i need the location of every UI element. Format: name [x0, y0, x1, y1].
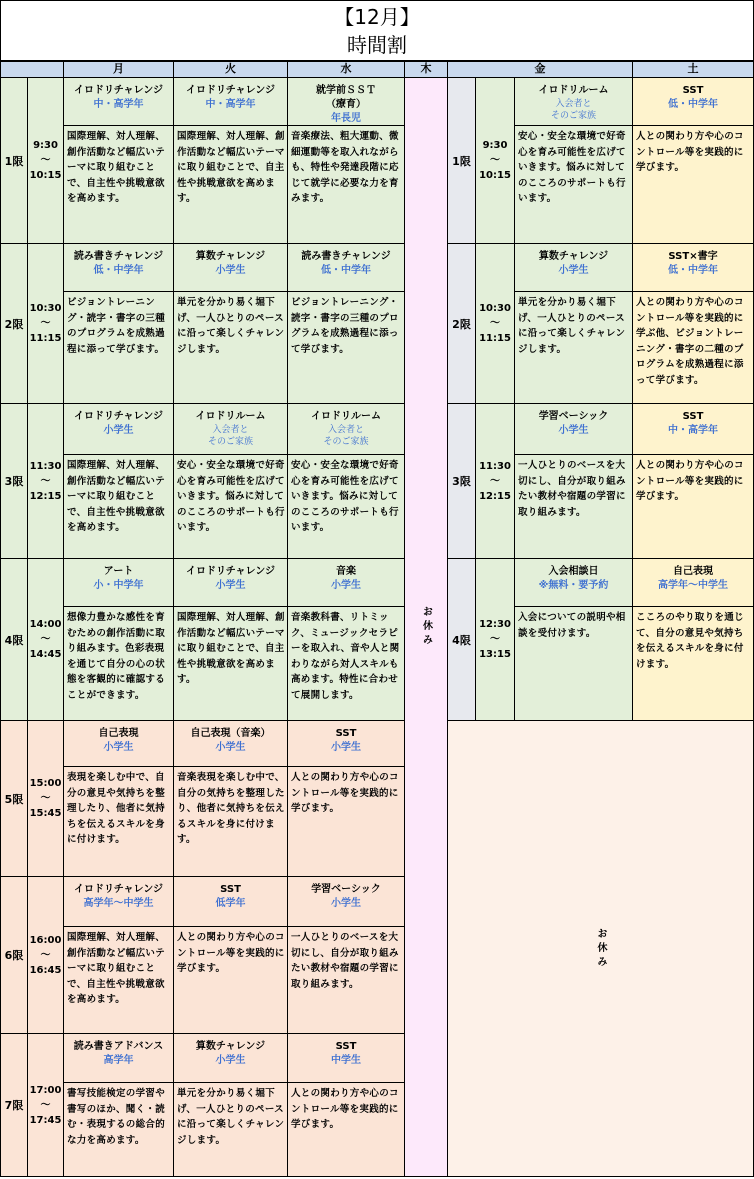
p7-wed-header: [287, 1033, 405, 1083]
thursday-closed-text: お休み: [420, 606, 432, 648]
class-grade: 高学年～中学生: [658, 580, 728, 591]
p6-tue-header: [173, 876, 288, 927]
p3-sat-desc: 人との関わり方や心のコントロール等を実践的に学びます。: [632, 454, 754, 559]
class-name: 読み書きチャレンジ: [301, 251, 391, 262]
day-label-thu: 木: [420, 62, 432, 75]
class-name: イロドリチャレンジ: [186, 566, 275, 577]
period-label-text: 3限: [452, 475, 471, 488]
class-grade: 中・高学年: [205, 99, 256, 110]
p7-tue-header: [173, 1033, 288, 1083]
time-separator: ～: [40, 1099, 51, 1111]
period-time-4: [27, 558, 64, 721]
class-name: 自己表現（音楽）: [190, 728, 271, 739]
time-separator: ～: [40, 475, 51, 487]
class-name: 算数チャレンジ: [538, 251, 609, 262]
p5-wed-desc: 人との関わり方や心のコントロール等を実践的に学びます。: [287, 766, 405, 877]
class-grade: 低・中学年: [321, 265, 371, 276]
time-separator: ～: [40, 155, 51, 166]
p1-fri-header: [514, 77, 633, 126]
time-start: 10:30: [479, 303, 511, 314]
time-end: 14:45: [29, 649, 62, 660]
period-label-text: 3限: [4, 475, 24, 488]
header-wed: [287, 61, 405, 78]
fri-sat-closed: [447, 720, 754, 1177]
class-grade: 入会者と: [327, 425, 364, 435]
period-time-3: [27, 403, 64, 559]
month-title: 【12月】: [334, 5, 420, 29]
period-label-text: 4限: [4, 633, 24, 647]
p2-fri-header: [514, 243, 633, 292]
day-label-wed: 水: [340, 62, 352, 75]
time-start: 12:30: [479, 619, 511, 630]
class-name: イロドリチャレンジ: [186, 85, 275, 96]
period-label-text: 5限: [4, 792, 24, 806]
class-name: 自己表現: [673, 566, 713, 577]
p4-fri-header: [514, 558, 633, 607]
p3-wed-desc: 安心・安全な環境で好奇心を育み可能性を広げていきます。悩みに対してのこころのサポートも行います。: [287, 454, 405, 559]
day-label-mon: 月: [113, 62, 124, 75]
class-grade: 小学生: [558, 425, 589, 436]
time-separator: ～: [490, 475, 500, 487]
header-mon: [63, 61, 174, 78]
fri-sat-closed-text: お休み: [595, 927, 606, 970]
time-start: 15:00: [29, 778, 62, 789]
p3-sat-header: [632, 403, 754, 455]
time-start: 9:30: [482, 140, 508, 151]
class-grade: 小学生: [215, 580, 246, 591]
p6-tue-desc: 人との関わり方や心のコントロール等を実践的に学びます。: [173, 926, 288, 1034]
time-end: 11:15: [29, 333, 62, 344]
p7-mon-desc: 書写技能検定の学習や書写のほか、聞く・読む・表現するの総合的な力を高めます。: [63, 1082, 174, 1177]
p6-mon-desc: 国際理解、対人理解、創作活動など幅広いテーマに取り組むことで、自主性や挑戦意欲を高めます。: [63, 926, 174, 1034]
period-label-text: 1限: [452, 154, 471, 168]
p2-mon-header: [63, 243, 174, 292]
class-grade: 小学生: [331, 580, 361, 591]
class-grade: 入会者と: [212, 425, 249, 435]
fri-period-label-3: [447, 403, 476, 559]
class-name: 読み書きアドバンス: [73, 1041, 164, 1052]
p1-fri-desc: 安心・安全な環境で好奇心を育み可能性を広げていきます。悩みに対してのこころのサポートも行います。: [514, 125, 633, 244]
p3-mon-header: [63, 403, 174, 455]
time-separator: ～: [40, 634, 51, 645]
class-grade: 小学生: [331, 742, 361, 753]
p4-mon-desc: 想像力豊かな感性を育むための創作活動に取り組みます。色彩表現を通じて自分の心の状態を客観的に確認することができます。: [63, 606, 174, 721]
p2-wed-header: [287, 243, 405, 292]
period-label-5: [0, 720, 28, 877]
p5-wed-header: [287, 720, 405, 767]
class-name: イロドリチャレンジ: [74, 884, 163, 895]
period-label-text: 4限: [452, 633, 471, 647]
p5-tue-header: [173, 720, 288, 767]
p5-tue-desc: 音楽表現を楽しむ中で、自分の気持ちを整理したり、他者に気持ちを伝えるスキルを身に付けます。: [173, 766, 288, 877]
class-name: 学習ベーシック: [311, 884, 381, 895]
p2-tue-desc: 単元を分かり易く堀下げ、一人ひとりのペースに沿って楽しくチャレンジします。: [173, 291, 288, 404]
p2-tue-header: [173, 243, 288, 292]
period-time-2: [27, 243, 64, 404]
p4-wed-header: [287, 558, 405, 607]
time-separator: ～: [40, 318, 51, 329]
class-name: イロドリルーム: [311, 411, 381, 422]
title-box: [0, 0, 754, 61]
p6-wed-header: [287, 876, 405, 927]
time-end: 13:15: [479, 649, 511, 660]
p1-tue-desc: 国際理解、対人理解、創作活動など幅広いテーマに取り組むことで、自主性や挑戦意欲を高めます。: [173, 125, 288, 244]
p3-tue-desc: 安心・安全な環境で好奇心を育み可能性を広げていきます。悩みに対してのこころのサポートも行います。: [173, 454, 288, 559]
class-grade: 中・高学年: [93, 99, 144, 110]
fri-period-time-4: [475, 558, 515, 721]
class-grade: 中・高学年: [668, 425, 718, 436]
class-grade: 低・中学年: [668, 265, 718, 276]
class-grade: 低・中学年: [668, 99, 718, 110]
time-end: 11:15: [479, 333, 511, 344]
p2-sat-desc: 人との関わり方や心のコントロール等を実践的に学ぶ他、ビジョントレーニング・書字の二種のプログラムを成熟過程に添って学びます。: [632, 291, 754, 404]
period-label-text: 1限: [4, 154, 24, 168]
class-name: 就学前ＳＳＴ: [316, 85, 376, 96]
class-name: 音楽: [336, 566, 356, 577]
page-title: 時間割: [347, 33, 407, 57]
class-grade: 小・中学年: [93, 580, 144, 591]
class-name: 算数チャレンジ: [195, 251, 266, 262]
p5-mon-header: [63, 720, 174, 767]
time-separator: ～: [40, 793, 51, 804]
class-grade: 低学年: [215, 898, 246, 909]
period-label-2: [0, 243, 28, 404]
class-name: 算数チャレンジ: [195, 1041, 266, 1052]
header-sat: [632, 61, 754, 78]
class-name: イロドリルーム: [538, 85, 609, 96]
p7-tue-desc: 単元を分かり易く堀下げ、一人ひとりのペースに沿って楽しくチャレンジします。: [173, 1082, 288, 1177]
class-name: SST×書字: [668, 251, 718, 262]
time-end: 16:45: [29, 964, 62, 976]
header-fri: [447, 61, 633, 78]
time-start: 16:00: [29, 934, 62, 946]
p4-fri-desc: 入会についての説明や相談を受付けます。: [514, 606, 633, 721]
class-name: 読み書きチャレンジ: [73, 251, 164, 262]
class-name: イロドリルーム: [195, 411, 266, 422]
p2-sat-header: [632, 243, 754, 292]
p1-sat-desc: 人との関わり方や心のコントロール等を実践的に学びます。: [632, 125, 754, 244]
fri-period-label-4: [447, 558, 476, 721]
p2-wed-desc: ビジョントレーニング・読字・書字の三種のプログラムを成熟過程に添って学びます。: [287, 291, 405, 404]
class-name: SST: [682, 85, 704, 96]
class-subtitle: （療育）: [326, 99, 366, 110]
p6-wed-desc: 一人ひとりのベースを大切にし、自分が取り組みたい教材や宿題の学習に取り組みます。: [287, 926, 405, 1034]
p4-mon-header: [63, 558, 174, 607]
header-tue: [173, 61, 288, 78]
class-name: SST: [220, 884, 241, 895]
header-blank: [0, 61, 64, 78]
period-label-text: 2限: [4, 317, 24, 331]
day-label-fri: 金: [534, 62, 546, 75]
time-separator: ～: [490, 155, 500, 166]
period-time-7: [27, 1033, 64, 1177]
class-name: 入会相談日: [548, 566, 599, 577]
class-name: イロドリチャレンジ: [74, 85, 163, 96]
class-grade: 高学年～中学生: [83, 898, 154, 909]
class-grade: 小学生: [103, 425, 134, 436]
class-name: SST: [335, 1041, 357, 1052]
period-label-text: 6限: [4, 949, 24, 962]
fri-period-time-1: [475, 77, 515, 244]
period-label-4: [0, 558, 28, 721]
p6-mon-header: [63, 876, 174, 927]
time-separator: ～: [490, 318, 500, 329]
time-end: 10:15: [29, 170, 62, 181]
p3-tue-header: [173, 403, 288, 455]
time-end: 12:15: [479, 490, 511, 502]
class-grade: 小学生: [215, 742, 246, 753]
p3-wed-header: [287, 403, 405, 455]
day-label-tue: 火: [225, 62, 236, 75]
class-grade: 小学生: [331, 898, 361, 909]
period-time-1: [27, 77, 64, 244]
p1-wed-header: [287, 77, 405, 126]
class-grade: 小学生: [215, 265, 246, 276]
fri-period-label-1: [447, 77, 476, 244]
p1-mon-header: [63, 77, 174, 126]
fri-period-label-2: [447, 243, 476, 404]
time-separator: ～: [40, 949, 51, 961]
p1-mon-desc: 国際理解、対人理解、創作活動など幅広いテーマに取り組むことで、自主性や挑戦意欲を高めます。: [63, 125, 174, 244]
p5-mon-desc: 表現を楽しむ中で、自分の意見や気持ちを整理したり、他者に気持ちを伝えるスキルを身に付けます。: [63, 766, 174, 877]
class-name: SST: [335, 728, 357, 739]
p3-fri-header: [514, 403, 633, 455]
period-label-text: 7限: [4, 1099, 24, 1112]
period-time-6: [27, 876, 64, 1034]
p4-tue-header: [173, 558, 288, 607]
p7-wed-desc: 人との関わり方や心のコントロール等を実践的に学びます。: [287, 1082, 405, 1177]
class-grade: 入会者と: [555, 99, 592, 109]
class-name: 自己表現: [98, 728, 139, 739]
p1-tue-header: [173, 77, 288, 126]
class-grade: 小学生: [103, 742, 134, 753]
p2-fri-desc: 単元を分かり易く堀下げ、一人ひとりのペースに沿って楽しくチャレンジします。: [514, 291, 633, 404]
period-label-7: [0, 1033, 28, 1177]
header-thu: [404, 61, 448, 78]
class-grade: 小学生: [215, 1055, 246, 1066]
p1-wed-desc: 音楽療法、粗大運動、微細運動等を取入れながらも、特性や発達段階に応じて就学に必要な力を育みます。: [287, 125, 405, 244]
class-grade: 小学生: [558, 265, 589, 276]
time-start: 9:30: [33, 140, 58, 151]
fri-period-time-2: [475, 243, 515, 404]
p3-fri-desc: 一人ひとりのベースを大切にし、自分が取り組みたい教材や宿題の学習に取り組みます。: [514, 454, 633, 559]
time-start: 14:00: [29, 619, 62, 630]
p3-mon-desc: 国際理解、対人理解、創作活動など幅広いテーマに取り組むことで、自主性や挑戦意欲を高めます。: [63, 454, 174, 559]
time-separator: ～: [490, 634, 500, 645]
p2-mon-desc: ビジョントレーニング・読字・書字の三種のプログラムを成熟過程に添って学びます。: [63, 291, 174, 404]
class-grade: 高学年: [103, 1055, 134, 1066]
p4-tue-desc: 国際理解、対人理解、創作活動など幅広いテーマに取り組むことで、自主性や挑戦意欲を高めます。: [173, 606, 288, 721]
p4-sat-desc: こころのやり取りを通じて、自分の意見や気持ちを伝えるスキルを身に付けます。: [632, 606, 754, 721]
class-name: 学習ベーシック: [538, 411, 609, 422]
class-name: SST: [682, 411, 704, 422]
thursday-closed: [404, 77, 448, 1177]
time-end: 10:15: [479, 170, 511, 181]
p4-wed-desc: 音楽教科書、リトミック、ミュージックセラピーを取入れ、音や人と関わりながら対人スキルも高めます。特性に合わせて展開します。: [287, 606, 405, 721]
fri-period-time-3: [475, 403, 515, 559]
time-start: 17:00: [29, 1084, 62, 1096]
time-start: 11:30: [479, 460, 511, 472]
class-name: アート: [103, 566, 134, 577]
period-label-text: 2限: [452, 317, 471, 331]
class-grade-2: そのご家族: [550, 111, 596, 121]
time-end: 12:15: [29, 490, 62, 502]
class-grade: 低・中学年: [93, 265, 144, 276]
time-end: 15:45: [29, 808, 62, 819]
class-grade-2: そのご家族: [207, 437, 253, 447]
class-name: イロドリチャレンジ: [74, 411, 163, 422]
period-label-6: [0, 876, 28, 1034]
class-grade: 中学生: [331, 1055, 361, 1066]
class-grade: ※無料・要予約: [538, 580, 609, 591]
p1-sat-header: [632, 77, 754, 126]
period-label-3: [0, 403, 28, 559]
p4-sat-header: [632, 558, 754, 607]
period-label-1: [0, 77, 28, 244]
time-start: 10:30: [29, 303, 62, 314]
time-start: 11:30: [29, 460, 62, 472]
day-label-sat: 土: [687, 62, 699, 75]
period-time-5: [27, 720, 64, 877]
p7-mon-header: [63, 1033, 174, 1083]
time-end: 17:45: [29, 1114, 62, 1126]
class-grade-2: そのご家族: [323, 437, 369, 447]
class-grade: 年長児: [331, 113, 361, 124]
